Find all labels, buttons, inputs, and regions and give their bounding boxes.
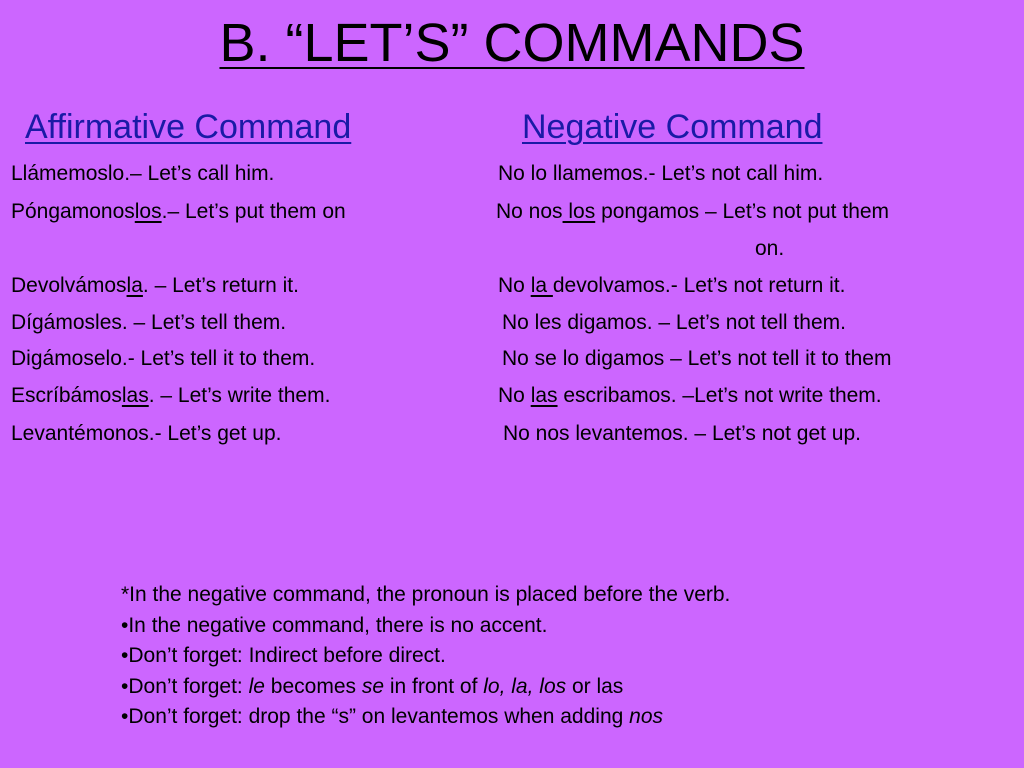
note-4-part-e: in front of (384, 674, 484, 698)
affirmative-row-7: Levantémonos.- Let’s get up. (11, 422, 282, 445)
negative-row-2-rest: pongamos – Let’s not put them (595, 200, 890, 223)
notes-list (121, 580, 730, 733)
negative-header: Negative Command (522, 108, 823, 146)
negative-row-1: No lo llamemos.- Let’s not call him. (498, 162, 824, 185)
negative-row-6-start: No (498, 384, 531, 407)
affirmative-row-3-verb: Devolvámos (11, 274, 127, 297)
affirmative-row-3 (11, 273, 299, 299)
note-3: •Don’t forget: Indirect before direct. (121, 644, 446, 667)
affirmative-row-1: Llámemoslo.– Let’s call him. (11, 162, 275, 185)
negative-row-2-continued: on. (755, 237, 785, 260)
note-4-part-f: lo, la, los (483, 674, 567, 698)
affirmative-row-5: Digámoselo.- Let’s tell it to them. (11, 347, 316, 370)
negative-row-3 (498, 273, 845, 299)
note-2: •In the negative command, there is no accent. (121, 613, 548, 637)
affirmative-row-2-pronoun: los (134, 200, 162, 223)
negative-row-5: No se lo digamos – Let’s not tell it to them (502, 347, 892, 370)
negative-row-6-pronoun: las (530, 384, 558, 407)
negative-row-4: No les digamos. – Let’s not tell them. (502, 311, 846, 334)
negative-row-3-pronoun: la (530, 274, 553, 297)
negative-row-6 (498, 383, 882, 409)
affirmative-row-3-pronoun: la (126, 274, 143, 297)
affirmative-row-3-rest: . – Let’s return it. (142, 274, 299, 297)
negative-row-2-start: No nos (496, 200, 563, 223)
negative-row-2 (496, 199, 889, 225)
note-5-part-a: •Don’t forget: drop the “s” on levantemos when adding (121, 705, 630, 728)
note-5-part-b: nos (629, 705, 664, 728)
affirmative-row-6 (11, 383, 330, 409)
affirmative-row-4: Dígámosles. – Let’s tell them. (11, 311, 287, 334)
negative-row-7: No nos levantemos. – Let’s not get up. (503, 422, 862, 445)
negative-row-2-pronoun: los (562, 200, 596, 223)
note-4 (121, 672, 730, 703)
negative-row-3-rest: devolvamos.- Let’s not return it. (552, 274, 846, 297)
note-4-part-b: le (248, 674, 265, 698)
negative-row-6-rest: escribamos. –Let’s not write them. (557, 384, 882, 407)
note-5 (121, 702, 730, 733)
note-4-part-d: se (361, 674, 385, 698)
affirmative-row-2-verb: Póngamonos (11, 200, 135, 223)
affirmative-row-6-pronoun: las (121, 384, 149, 407)
affirmative-row-2 (11, 199, 346, 225)
slide-title: B. “LET’S” COMMANDS (219, 13, 805, 73)
affirmative-header: Affirmative Command (25, 108, 352, 146)
affirmative-row-2-rest: .– Let’s put them on (161, 200, 346, 223)
note-4-part-c: becomes (264, 674, 362, 698)
negative-row-3-start: No (498, 274, 531, 297)
affirmative-row-6-rest: . – Let’s write them. (148, 384, 331, 407)
affirmative-row-6-verb: Escríbámos (11, 384, 122, 407)
note-1: *In the negative command, the pronoun is placed before the verb. (121, 583, 731, 606)
note-4-part-g: or las (566, 674, 624, 698)
note-4-part-a: •Don’t forget: (121, 674, 249, 698)
